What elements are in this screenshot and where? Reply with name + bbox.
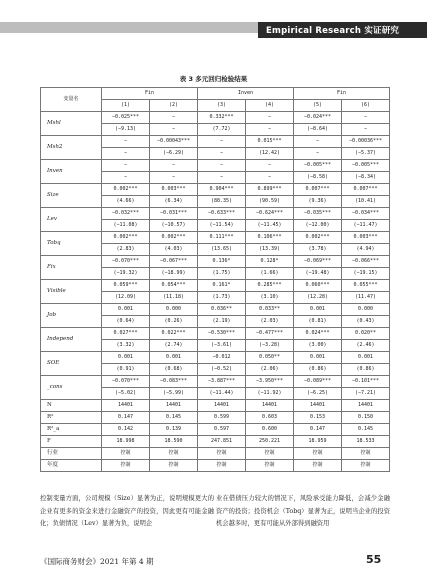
table-row xyxy=(41,328,390,340)
table-row xyxy=(41,256,390,268)
coefficient-cell: 0.055*** xyxy=(342,280,390,292)
coefficient-cell: 0.128* xyxy=(246,256,294,268)
table-row xyxy=(41,112,390,124)
t-stat-cell: (−18.99) xyxy=(150,268,198,280)
stat-cell: 控制 xyxy=(294,460,342,472)
coefficient-cell: −0.477*** xyxy=(246,328,294,340)
stat-cell: 250.221 xyxy=(246,436,294,448)
t-stat-cell: (0.81) xyxy=(294,316,342,328)
coefficient-cell: 0.022*** xyxy=(150,328,198,340)
t-stat-cell: (0.26) xyxy=(150,316,198,328)
coefficient-cell: 0.111*** xyxy=(198,232,246,244)
coefficient-cell: − xyxy=(102,160,150,172)
column-number: (6) xyxy=(342,100,390,112)
variable-header: 变量名 xyxy=(41,88,102,112)
t-stat-cell: (3.10) xyxy=(246,292,294,304)
coefficient-cell: − xyxy=(294,136,342,148)
t-stat-cell: (−11.54) xyxy=(198,220,246,232)
coefficient-cell: −0.035*** xyxy=(294,208,342,220)
t-stat-cell: (2.46) xyxy=(342,340,390,352)
coefficient-cell: 0.060*** xyxy=(294,280,342,292)
stat-label: 行业 xyxy=(41,448,102,460)
stat-cell: 控制 xyxy=(102,460,150,472)
variable-name: SOE xyxy=(41,352,102,376)
variable-name: _cons xyxy=(41,376,102,400)
stat-cell: 控制 xyxy=(246,448,294,460)
stat-cell: 控制 xyxy=(294,448,342,460)
t-stat-cell: (−6.29) xyxy=(150,148,198,160)
t-stat-cell: − xyxy=(150,172,198,184)
coefficient-cell: −0.032*** xyxy=(102,208,150,220)
variable-name: Visible xyxy=(41,280,102,304)
coefficient-cell: −0.101*** xyxy=(342,376,390,388)
table-body xyxy=(41,112,390,472)
table-row xyxy=(41,136,390,148)
coefficient-cell: − xyxy=(246,112,294,124)
coefficient-cell: −3.887*** xyxy=(198,376,246,388)
t-stat-cell: (−0.52) xyxy=(198,364,246,376)
table-row xyxy=(41,412,390,424)
coefficient-cell: 0.020** xyxy=(342,328,390,340)
t-stat-cell: (0.64) xyxy=(102,316,150,328)
coefficient-cell: −0.00043*** xyxy=(150,136,198,148)
t-stat-cell: − xyxy=(294,148,342,160)
t-stat-cell: (−11.92) xyxy=(246,388,294,400)
body-paragraph-right: 业在借债压力较大的情况下，风险承受能力降低，会减少金融资产的投资；投资机会（Tobq）显著为正，说明当企业的投资机会越多时，更有可能从外部得到融资用 xyxy=(216,495,390,528)
stat-cell: 控制 xyxy=(198,448,246,460)
t-stat-cell: (1.73) xyxy=(198,292,246,304)
coefficient-cell: 0.033** xyxy=(246,304,294,316)
column-number: (5) xyxy=(294,100,342,112)
coefficient-cell: 0.332*** xyxy=(198,112,246,124)
t-stat-cell: (12.28) xyxy=(294,292,342,304)
stat-label: R²_a xyxy=(41,424,102,436)
stat-label: F xyxy=(41,436,102,448)
t-stat-cell: (−5.37) xyxy=(342,148,390,160)
variable-name: Tobq xyxy=(41,232,102,256)
t-stat-cell: (−7.21) xyxy=(342,388,390,400)
section-label: Empirical Research 实证研究 xyxy=(258,22,427,38)
t-stat-cell: (−11.08) xyxy=(102,220,150,232)
table-row xyxy=(41,424,390,436)
coefficient-cell: − xyxy=(246,160,294,172)
variable-name: Mshl xyxy=(41,112,102,136)
coefficient-cell: −0.005*** xyxy=(342,160,390,172)
journal-title: 《国际商务财会》2021 年第 4 期 xyxy=(40,557,154,566)
stat-label: N xyxy=(41,400,102,412)
coefficient-cell: −0.031*** xyxy=(150,208,198,220)
column-number: (4) xyxy=(246,100,294,112)
coefficient-cell: 0.899*** xyxy=(246,184,294,196)
coefficient-cell: −0.070*** xyxy=(102,376,150,388)
stat-cell: 0.600 xyxy=(246,424,294,436)
t-stat-cell: (6.34) xyxy=(150,196,198,208)
stat-cell: 控制 xyxy=(246,460,294,472)
coefficient-cell: 0.106*** xyxy=(246,232,294,244)
t-stat-cell: (4.03) xyxy=(150,244,198,256)
stat-label: R² xyxy=(41,412,102,424)
t-stat-cell: (12.42) xyxy=(246,148,294,160)
table-row xyxy=(41,436,390,448)
coefficient-cell: −0.633*** xyxy=(198,208,246,220)
coefficient-cell: 0.002*** xyxy=(102,232,150,244)
stat-cell: 18.533 xyxy=(342,436,390,448)
t-stat-cell: (13.65) xyxy=(198,244,246,256)
table-row xyxy=(41,448,390,460)
coefficient-cell: 0.027*** xyxy=(102,328,150,340)
coefficient-cell: 0.002*** xyxy=(294,232,342,244)
coefficient-cell: 0.285*** xyxy=(246,280,294,292)
stat-cell: 控制 xyxy=(342,460,390,472)
stat-cell: 控制 xyxy=(198,460,246,472)
coefficient-cell: −0.530*** xyxy=(198,328,246,340)
stat-cell: 14401 xyxy=(246,400,294,412)
coefficient-cell: 0.015*** xyxy=(246,136,294,148)
t-stat-cell: (−19.32) xyxy=(102,268,150,280)
regression-table xyxy=(40,87,390,472)
t-stat-cell: (−11.45) xyxy=(246,220,294,232)
t-stat-cell: (13.39) xyxy=(246,244,294,256)
t-stat-cell: (1.75) xyxy=(198,268,246,280)
t-stat-cell: (−5.02) xyxy=(102,388,150,400)
t-stat-cell: − xyxy=(198,172,246,184)
coefficient-cell: 0.054*** xyxy=(150,280,198,292)
coefficient-cell: 0.000 xyxy=(150,304,198,316)
t-stat-cell: − xyxy=(150,124,198,136)
coefficient-cell: 0.002*** xyxy=(102,184,150,196)
stat-cell: 控制 xyxy=(150,460,198,472)
table-row xyxy=(41,400,390,412)
table-row xyxy=(41,304,390,316)
group-header: Inven xyxy=(198,88,294,100)
t-stat-cell: (−10.57) xyxy=(150,220,198,232)
t-stat-cell: (−5.99) xyxy=(150,388,198,400)
coefficient-cell: −0.083*** xyxy=(150,376,198,388)
t-stat-cell: (−3.28) xyxy=(246,340,294,352)
t-stat-cell: (−9.13) xyxy=(102,124,150,136)
variable-name: Msh2 xyxy=(41,136,102,160)
coefficient-cell: 0.001 xyxy=(294,352,342,364)
stat-cell: 0.139 xyxy=(150,424,198,436)
stat-cell: 0.153 xyxy=(294,412,342,424)
t-stat-cell: (2.03) xyxy=(246,316,294,328)
t-stat-cell: − xyxy=(246,172,294,184)
t-stat-cell: (11.18) xyxy=(150,292,198,304)
stat-cell: 18.590 xyxy=(150,436,198,448)
stat-cell: 14401 xyxy=(150,400,198,412)
column-number: (2) xyxy=(150,100,198,112)
variable-name: Size xyxy=(41,184,102,208)
coefficient-cell: 0.059*** xyxy=(102,280,150,292)
t-stat-cell: − xyxy=(342,124,390,136)
t-stat-cell: (−19.15) xyxy=(342,268,390,280)
coefficient-cell: − xyxy=(102,136,150,148)
stat-cell: 0.599 xyxy=(198,412,246,424)
stat-cell: 0.603 xyxy=(246,412,294,424)
t-stat-cell: (0.86) xyxy=(342,364,390,376)
t-stat-cell: (1.66) xyxy=(246,268,294,280)
table-row xyxy=(41,280,390,292)
t-stat-cell: (12.09) xyxy=(102,292,150,304)
table-caption: 表 3 多元回归检验结果 xyxy=(179,75,248,83)
table-row xyxy=(41,352,390,364)
body-paragraph-left: 控制变量方面，公司规模（Size）显著为正，说明规模更大的企业有更多的资金来进行金融资产的投资，因此更有可能金融化；负债情况（Lev）显著为负，说明企 xyxy=(40,495,214,528)
t-stat-cell: (88.35) xyxy=(198,196,246,208)
t-stat-cell: (4.94) xyxy=(342,244,390,256)
stat-cell: 0.142 xyxy=(102,424,150,436)
t-stat-cell: (11.47) xyxy=(342,292,390,304)
stat-cell: 0.145 xyxy=(150,412,198,424)
stat-cell: 0.147 xyxy=(294,424,342,436)
t-stat-cell: (2.74) xyxy=(150,340,198,352)
coefficient-cell: 0.161* xyxy=(198,280,246,292)
stat-cell: 18.959 xyxy=(294,436,342,448)
coefficient-cell: − xyxy=(342,112,390,124)
stat-cell: 247.851 xyxy=(198,436,246,448)
coefficient-cell: −0.624*** xyxy=(246,208,294,220)
coefficient-cell: − xyxy=(150,160,198,172)
t-stat-cell: (2.19) xyxy=(198,316,246,328)
coefficient-cell: −0.005*** xyxy=(294,160,342,172)
stat-cell: 控制 xyxy=(102,448,150,460)
coefficient-cell: −0.069*** xyxy=(294,256,342,268)
t-stat-cell: (9.36) xyxy=(294,196,342,208)
t-stat-cell: (−6.25) xyxy=(294,388,342,400)
stat-cell: 0.150 xyxy=(342,412,390,424)
t-stat-cell: (7.72) xyxy=(198,124,246,136)
coefficient-cell: 0.001 xyxy=(150,352,198,364)
t-stat-cell: (−11.47) xyxy=(342,220,390,232)
table-row xyxy=(41,460,390,472)
table-row xyxy=(41,160,390,172)
t-stat-cell: (0.91) xyxy=(102,364,150,376)
t-stat-cell: (10.41) xyxy=(342,196,390,208)
t-stat-cell: (0.43) xyxy=(342,316,390,328)
t-stat-cell: − xyxy=(198,148,246,160)
variable-name: Lev xyxy=(41,208,102,232)
t-stat-cell: (4.66) xyxy=(102,196,150,208)
coefficient-cell: 0.136* xyxy=(198,256,246,268)
column-number: (1) xyxy=(102,100,150,112)
coefficient-cell: −0.025*** xyxy=(102,112,150,124)
t-stat-cell: (2.06) xyxy=(246,364,294,376)
stat-cell: 0.597 xyxy=(198,424,246,436)
t-stat-cell: − xyxy=(246,124,294,136)
coefficient-cell: −0.066*** xyxy=(342,256,390,268)
coefficient-cell: −0.00036*** xyxy=(342,136,390,148)
group-header: Fin xyxy=(294,88,390,100)
stat-label: 年度 xyxy=(41,460,102,472)
t-stat-cell: − xyxy=(102,148,150,160)
coefficient-cell: 0.000 xyxy=(342,304,390,316)
coefficient-cell: 0.001 xyxy=(342,352,390,364)
t-stat-cell: (0.86) xyxy=(294,364,342,376)
stat-cell: 14401 xyxy=(342,400,390,412)
t-stat-cell: (−12.00) xyxy=(294,220,342,232)
variable-name: Independ xyxy=(41,328,102,352)
page-number: 55 xyxy=(366,553,382,566)
coefficient-cell: − xyxy=(150,112,198,124)
coefficient-cell: 0.904*** xyxy=(198,184,246,196)
coefficient-cell: − xyxy=(198,136,246,148)
table-row xyxy=(41,184,390,196)
coefficient-cell: 0.007*** xyxy=(294,184,342,196)
coefficient-cell: 0.003*** xyxy=(342,232,390,244)
coefficient-cell: 0.002*** xyxy=(150,232,198,244)
t-stat-cell: (3.00) xyxy=(294,340,342,352)
coefficient-cell: − xyxy=(198,160,246,172)
variable-name: Fix xyxy=(41,256,102,280)
coefficient-cell: 0.001 xyxy=(102,352,150,364)
coefficient-cell: 0.007*** xyxy=(342,184,390,196)
t-stat-cell: (90.59) xyxy=(246,196,294,208)
stat-cell: 14401 xyxy=(102,400,150,412)
table-row xyxy=(41,208,390,220)
coefficient-cell: −0.034*** xyxy=(342,208,390,220)
coefficient-cell: 0.036** xyxy=(198,304,246,316)
coefficient-cell: 0.003*** xyxy=(150,184,198,196)
t-stat-cell: (2.83) xyxy=(102,244,150,256)
t-stat-cell: (−3.61) xyxy=(198,340,246,352)
t-stat-cell: (−8.58) xyxy=(294,172,342,184)
coefficient-cell: 0.050** xyxy=(246,352,294,364)
stat-cell: 0.145 xyxy=(342,424,390,436)
variable-name: Job xyxy=(41,304,102,328)
t-stat-cell: (0.68) xyxy=(150,364,198,376)
coefficient-cell: −0.070*** xyxy=(102,256,150,268)
t-stat-cell: (−19.48) xyxy=(294,268,342,280)
table-row xyxy=(41,376,390,388)
coefficient-cell: −0.067*** xyxy=(150,256,198,268)
group-header: Fin xyxy=(102,88,198,100)
section-banner xyxy=(0,22,427,38)
coefficient-cell: −3.950*** xyxy=(246,376,294,388)
table-row xyxy=(41,232,390,244)
coefficient-cell: −0.089*** xyxy=(294,376,342,388)
stat-cell: 控制 xyxy=(150,448,198,460)
stat-cell: 14401 xyxy=(294,400,342,412)
coefficient-cell: −0.024*** xyxy=(294,112,342,124)
coefficient-cell: 0.024*** xyxy=(294,328,342,340)
t-stat-cell: (3.32) xyxy=(102,340,150,352)
t-stat-cell: (−8.34) xyxy=(342,172,390,184)
t-stat-cell: (−8.64) xyxy=(294,124,342,136)
column-number: (3) xyxy=(198,100,246,112)
coefficient-cell: −0.012 xyxy=(198,352,246,364)
coefficient-cell: 0.001 xyxy=(294,304,342,316)
stat-cell: 14401 xyxy=(198,400,246,412)
stat-cell: 0.147 xyxy=(102,412,150,424)
t-stat-cell: − xyxy=(102,172,150,184)
variable-name: Inven xyxy=(41,160,102,184)
t-stat-cell: (3.78) xyxy=(294,244,342,256)
coefficient-cell: 0.001 xyxy=(102,304,150,316)
stat-cell: 控制 xyxy=(342,448,390,460)
t-stat-cell: (−11.44) xyxy=(198,388,246,400)
stat-cell: 18.998 xyxy=(102,436,150,448)
